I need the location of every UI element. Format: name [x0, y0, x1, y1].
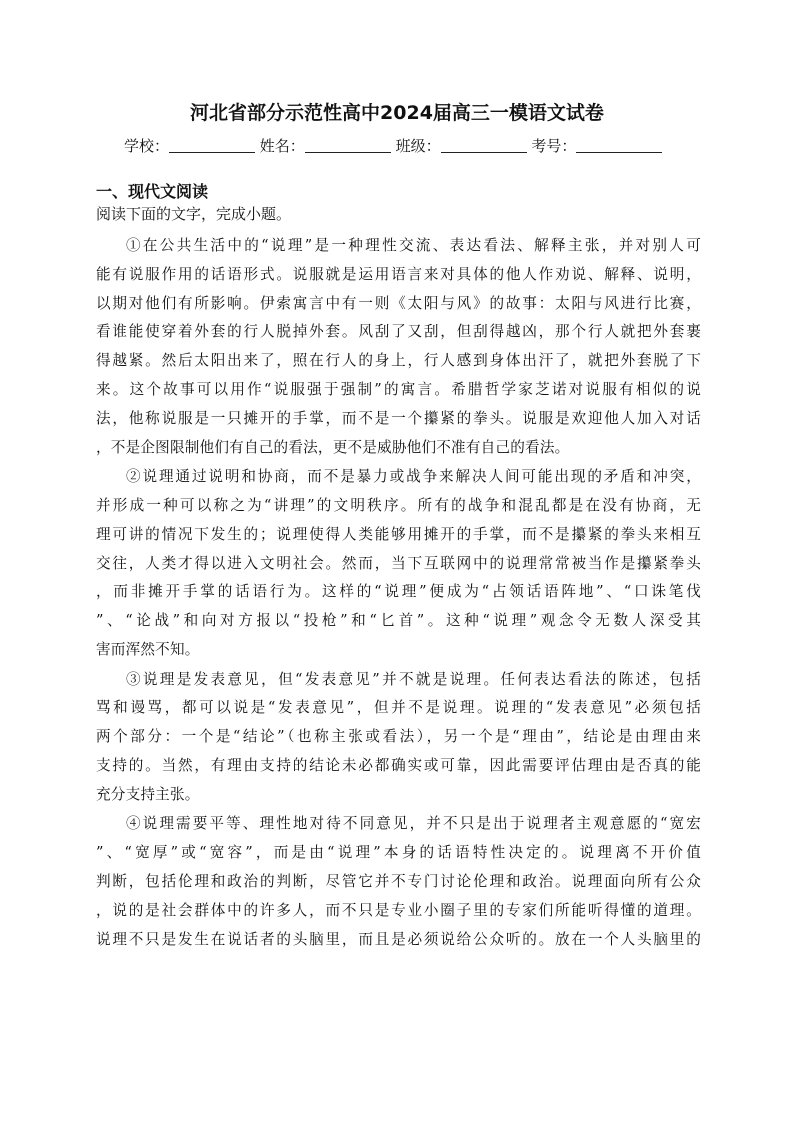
class-label: 班级：	[395, 137, 441, 155]
exam-title: 河北省部分示范性高中2024届高三一模语文试卷	[190, 102, 604, 124]
section-heading: 一、现代文阅读	[96, 182, 209, 201]
text-line: 得越紧。然后太阳出来了，照在行人的身上，行人感到身体出汗了，就把外套脱了下	[96, 352, 701, 370]
text-line: 说理不只是发生在说话者的头脑里，而且是必须说给公众听的。放在一个人头脑里的	[96, 930, 701, 948]
text-line: 害而浑然不知。	[96, 640, 200, 658]
text-line: 能有说服作用的话语形式。说服就是运用语言来对具体的他人作劝说、解释、说明，	[96, 265, 701, 283]
text-line: 两个部分：一个是“结论”（也称主张或看法），另一个是“理由”，结论是由理由来	[96, 728, 701, 746]
section-instruction: 阅读下面的文字，完成小题。	[96, 205, 292, 223]
school-label: 学校：	[124, 137, 170, 155]
text-line: 来。这个故事可以用作“说服强于强制”的寓言。希腊哲学家芝诺对说服有相似的说	[96, 380, 701, 398]
text-line: ，而非摊开手掌的话语行为。这样的“说理”便成为“占领话语阵地”、“口诛笔伐	[96, 583, 701, 601]
reading-passage	[96, 232, 701, 954]
text-line: 交往，人类才得以进入文明社会。然而，当下互联网中的说理常常被当作是攥紧拳头	[96, 554, 701, 572]
name-blank	[305, 137, 391, 153]
text-line: ③说理是发表意见，但“发表意见”并不就是说理。任何表达看法的陈述，包括	[126, 670, 701, 688]
text-line: 判断，包括伦理和政治的判断，尽管它并不专门讨论伦理和政治。说理面向所有公众	[96, 872, 701, 890]
text-line: 并形成一种可以称之为“讲理”的文明秩序。所有的战争和混乱都是在没有协商，无	[96, 496, 701, 514]
paragraph-2	[96, 463, 701, 665]
text-line: ，不是企图限制他们有自己的看法，更不是威胁他们不准有自己的看法。	[96, 438, 570, 456]
exam-number-blank	[576, 137, 662, 153]
text-line: 法，他称说服是一只摊开的手掌，而不是一个攥紧的拳头。说服是欢迎他人加入对话	[96, 409, 701, 427]
text-line: 看谁能使穿着外套的行人脱掉外套。风刮了又刮，但刮得越凶，那个行人就把外套裹	[96, 323, 701, 341]
class-blank	[441, 137, 527, 153]
paragraph-4	[96, 810, 701, 954]
text-line: ①在公共生活中的“说理”是一种理性交流、表达看法、解释主张，并对别人可	[126, 237, 701, 254]
text-line: ”、“论战”和向对方报以“投枪”和“匕首”。这种“说理”观念令无数人深受其	[96, 612, 701, 630]
text-line: ④说理需要平等、理性地对待不同意见，并不只是出于说理者主观意愿的“宽宏	[126, 815, 701, 833]
text-line: 支持的。当然，有理由支持的结论未必都确实或可靠，因此需要评估理由是否真的能	[96, 756, 701, 774]
student-info-row	[124, 135, 684, 157]
exam-number-label: 考号：	[531, 137, 577, 155]
text-line: 骂和谩骂，都可以说是“发表意见”，但并不是说理。说理的“发表意见”必须包括	[96, 699, 701, 717]
paragraph-1	[96, 232, 701, 462]
text-line: 充分支持主张。	[96, 785, 200, 803]
paragraph-3	[96, 666, 701, 810]
text-line: ，说的是社会群体中的许多人，而不只是专业小圈子里的专家们所能听得懂的道理。	[96, 901, 701, 919]
name-label: 姓名：	[259, 137, 305, 155]
school-blank	[169, 137, 255, 153]
text-line: 以期对他们有所影响。伊索寓言中有一则《太阳与风》的故事：太阳与风进行比赛，	[96, 294, 701, 312]
text-line: 理可讲的情况下发生的；说理使得人类能够用摊开的手掌，而不是攥紧的拳头来相互	[96, 525, 701, 543]
text-line: ②说理通过说明和协商，而不是暴力或战争来解决人间可能出现的矛盾和冲突，	[126, 468, 701, 486]
text-line: ”、“宽厚”或“宽容”，而是由“说理”本身的话语特性决定的。说理离不开价值	[96, 844, 701, 862]
